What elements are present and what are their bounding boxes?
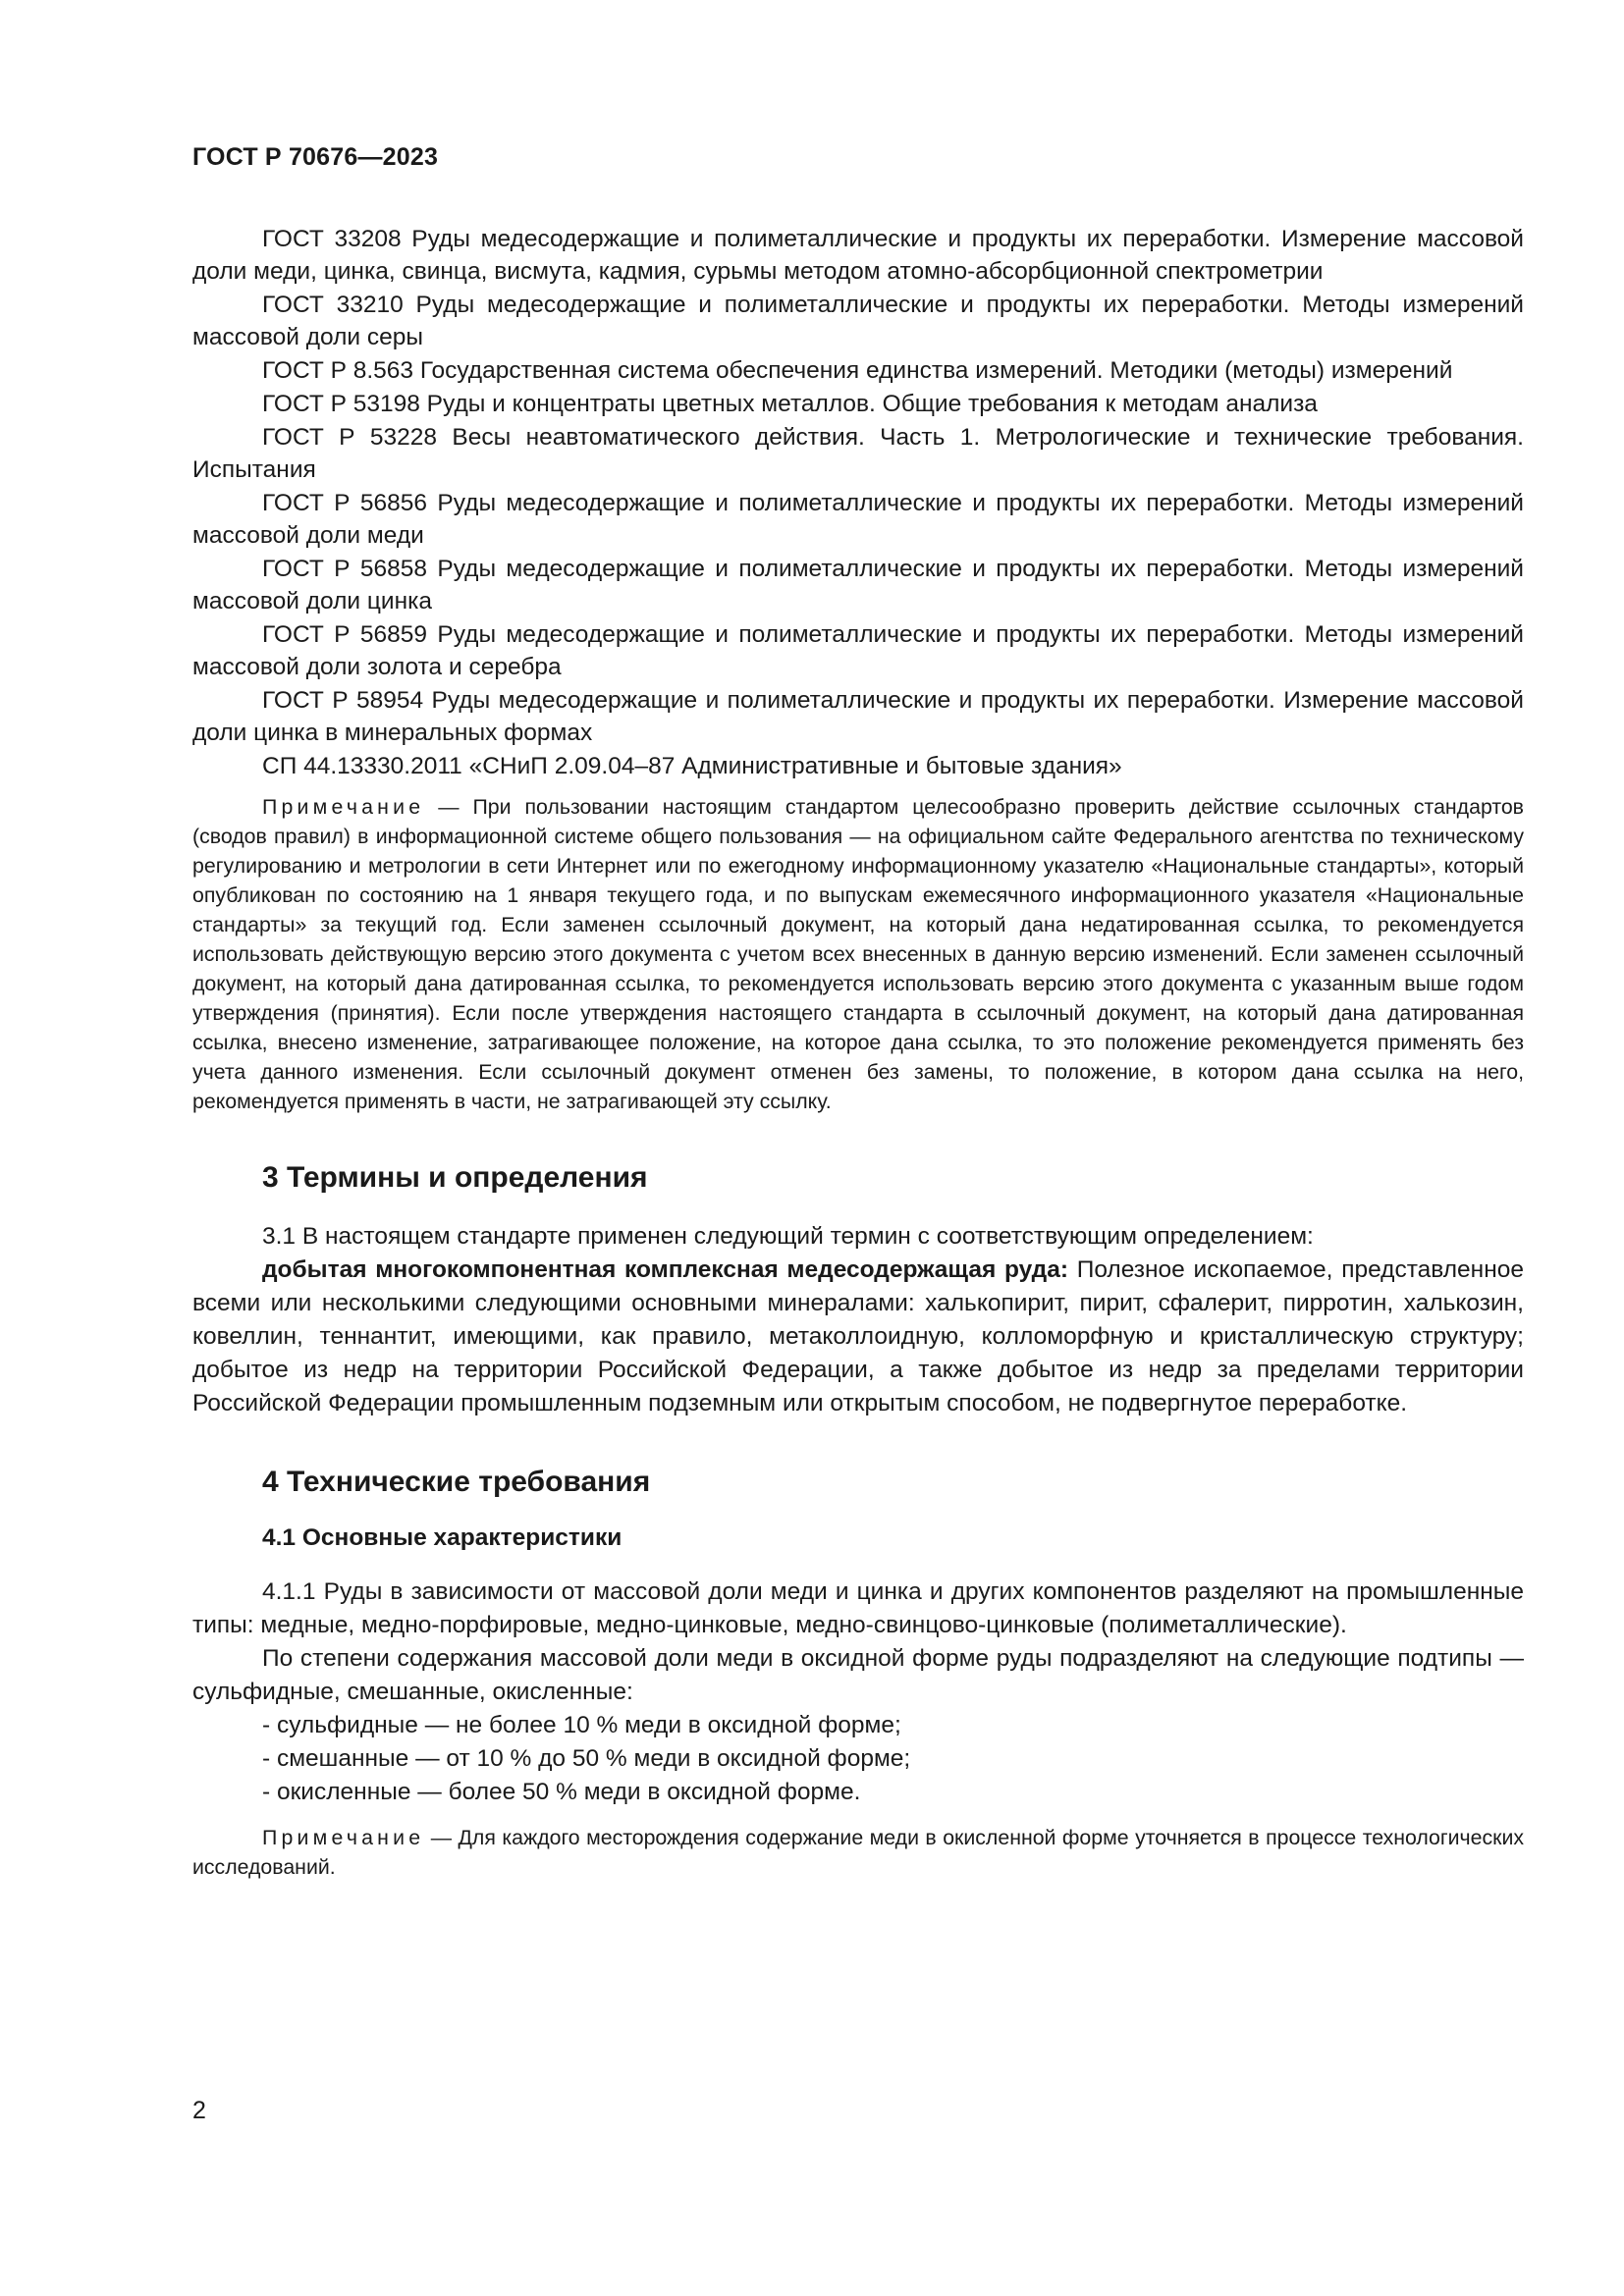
reference-item: СП 44.13330.2011 «СНиП 2.09.04–87 Административные и бытовые здания» (262, 753, 1122, 779)
term-definition-text: Полезное ископаемое, представленное всеми или несколькими следующими основными минералами: халькопирит, пирит, сфалерит, пирротин, халькозин, ковеллин, теннантит, имеющими, как правило, метаколлоидную, колломорфную и кристаллическую структуру; добытое из недр на территории Российской Федерации, а также добытое из недр за пределами территории Российской Федерации промышленным подземным или открытым способом, не подвергнутое переработке. (192, 1256, 1524, 1416)
reference-item: ГОСТ 33210 Руды медесодержащие и полиметаллические и продукты их переработки. Методы измерений массовой доли серы (192, 292, 1524, 350)
note-text: — При пользовании настоящим стандартом целесообразно проверить действие ссылочных стандартов (сводов правил) в информационной системе общего пользования — на официальном сайте Федерального агентства по техническому регулированию и метрологии в сети Интернет или по ежегодному информационному указателю «Национальные стандарты», который опубликован по состоянию на 1 января текущего года, и по выпускам ежемесячного информационного указателя «Национальные стандарты» за текущий год. Если заменен ссылочный документ, на который дана недатированная ссылка, то рекомендуется использовать действующую версию этого документа с учетом всех внесенных в данную версию изменений. Если заменен ссылочный документ, на который дана датированная ссылка, то рекомендуется использовать версию этого документа с указанным выше годом утверждения (принятия). Если после утверждения настоящего стандарта в ссылочный документ, на который дана датированная ссылка, внесено изменение, затрагивающее положение, на которое дана ссылка, то это положение рекомендуется применять без учета данного изменения. Если ссылочный документ отменен без замены, то положение, в котором дана ссылка на него, рекомендуется применять в части, не затрагивающей эту ссылку. (192, 795, 1524, 1113)
term-name: добытая многокомпонентная комплексная медесодержащая руда: (262, 1256, 1068, 1283)
normative-references-list (192, 223, 1524, 782)
list-item: - сульфидные — не более 10 % меди в оксидной форме; (262, 1712, 901, 1738)
clause-3-1: 3.1 В настоящем стандарте применен следующий термин с соответствующим определением: (262, 1223, 1314, 1250)
reference-item: ГОСТ Р 58954 Руды медесодержащие и полиметаллические и продукты их переработки. Измерение массовой доли цинка в минеральных формах (192, 687, 1524, 746)
section-4-note (192, 1823, 1524, 1882)
note-text: — Для каждого месторождения содержание меди в окисленной форме уточняется в процессе технологических исследований. (192, 1826, 1524, 1879)
subtypes-list (192, 1709, 1524, 1809)
reference-item: ГОСТ Р 53228 Весы неавтоматического действия. Часть 1. Метрологические и технические требования. Испытания (192, 424, 1524, 483)
reference-item: ГОСТ Р 8.563 Государственная система обеспечения единства измерений. Методики (методы) измерений (262, 357, 1453, 384)
document-code-header: ГОСТ Р 70676—2023 (192, 143, 439, 171)
clause-4-1-1: 4.1.1 Руды в зависимости от массовой доли меди и цинка и других компонентов разделяют на промышленные типы: медные, медно-порфировые, медно-цинковые, медно-свинцово-цинковые (полиметаллические). (192, 1578, 1524, 1638)
list-item: - окисленные — более 50 % меди в оксидной форме. (262, 1779, 861, 1805)
subtypes-paragraph: По степени содержания массовой доли меди в оксидной форме руды подразделяют на следующие подтипы — сульфидные, смешанные, окисленные: (192, 1645, 1524, 1705)
term-definition (192, 1254, 1524, 1420)
section-3-title: 3 Термины и определения (262, 1161, 648, 1194)
document-page (192, 143, 1524, 1882)
page-number: 2 (192, 2097, 206, 2124)
reference-item: ГОСТ Р 56859 Руды медесодержащие и полиметаллические и продукты их переработки. Методы измерений массовой доли золота и серебра (192, 621, 1524, 680)
list-item: - смешанные — от 10 % до 50 % меди в оксидной форме; (262, 1745, 911, 1772)
reference-item: ГОСТ Р 53198 Руды и концентраты цветных металлов. Общие требования к методам анализа (262, 391, 1318, 417)
note-label: Примечание (262, 1826, 425, 1849)
note-label: Примечание (262, 795, 425, 819)
reference-item: ГОСТ Р 56856 Руды медесодержащие и полиметаллические и продукты их переработки. Методы измерений массовой доли меди (192, 490, 1524, 549)
subsection-4-1-title: 4.1 Основные характеристики (262, 1524, 623, 1551)
reference-item: ГОСТ Р 56858 Руды медесодержащие и полиметаллические и продукты их переработки. Методы измерений массовой доли цинка (192, 556, 1524, 614)
references-note (192, 792, 1524, 1116)
section-4-title: 4 Технические требования (262, 1466, 651, 1498)
reference-item: ГОСТ 33208 Руды медесодержащие и полиметаллические и продукты их переработки. Измерение массовой доли меди, цинка, свинца, висмута, кадмия, сурьмы методом атомно-абсорбционной спектрометрии (192, 226, 1524, 285)
